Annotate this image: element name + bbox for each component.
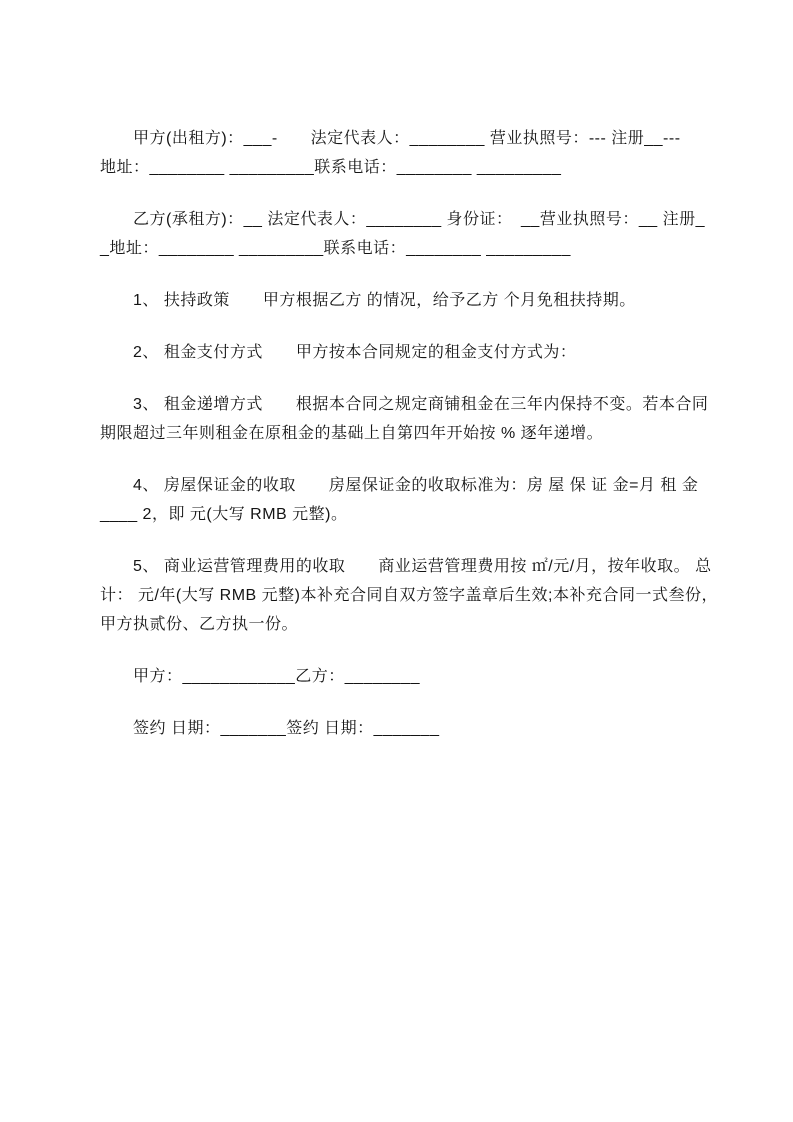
- text-line: 3、 租金递增方式 根据本合同之规定商铺租金在三年内保持不变。若本合同: [133, 396, 709, 413]
- paragraph-clause-4-deposit: [100, 471, 725, 529]
- paragraph-clause-1-support-policy: [100, 286, 725, 315]
- paragraph-clause-3-rent-increase: [100, 390, 725, 448]
- text-line: 签约 日期：_______签约 日期：_______: [133, 720, 440, 737]
- paragraph-clause-5-management-fee: [100, 552, 725, 639]
- text-line: 乙方(承租方)：__ 法定代表人：________ 身份证： __营业执照号：__ 注册_: [133, 211, 705, 228]
- text-line: 5、 商业运营管理费用的收取 商业运营管理费用按 ㎡/元/月，按年收取。 总: [133, 558, 712, 575]
- text-line: 甲方(出租方)：___- 法定代表人：________ 营业执照号：--- 注册__---: [133, 130, 681, 147]
- document-body: [100, 124, 725, 743]
- text-line: 2、 租金支付方式 甲方按本合同规定的租金支付方式为：: [133, 344, 577, 361]
- paragraph-clause-2-rent-payment: [100, 338, 725, 367]
- paragraph-party-b-info: [100, 205, 725, 263]
- paragraph-signature-dates: [100, 714, 725, 743]
- text-line: ____ 2，即 元(大写 RMB 元整)。: [100, 506, 348, 523]
- text-line: 4、 房屋保证金的收取 房屋保证金的收取标准为：房 屋 保 证 金=月 租 金: [133, 477, 699, 494]
- text-line: 1、 扶持政策 甲方根据乙方 的情况，给予乙方 个月免租扶持期。: [133, 292, 636, 309]
- text-line: _地址：________ _________联系电话：________ _________: [100, 240, 571, 257]
- text-line: 计： 元/年(大写 RMB 元整)本补充合同自双方签字盖章后生效;本补充合同一式叁份，: [100, 587, 718, 604]
- text-line: 地址：________ _________联系电话：________ _________: [100, 159, 562, 176]
- paragraph-party-a-info: [100, 124, 725, 182]
- text-line: 甲方执贰份、乙方执一份。: [100, 616, 299, 633]
- paragraph-signature-parties: [100, 662, 725, 691]
- text-line: 期限超过三年则租金在原租金的基础上自第四年开始按 % 逐年递增。: [100, 425, 604, 442]
- text-line: 甲方：____________乙方：________: [133, 668, 420, 685]
